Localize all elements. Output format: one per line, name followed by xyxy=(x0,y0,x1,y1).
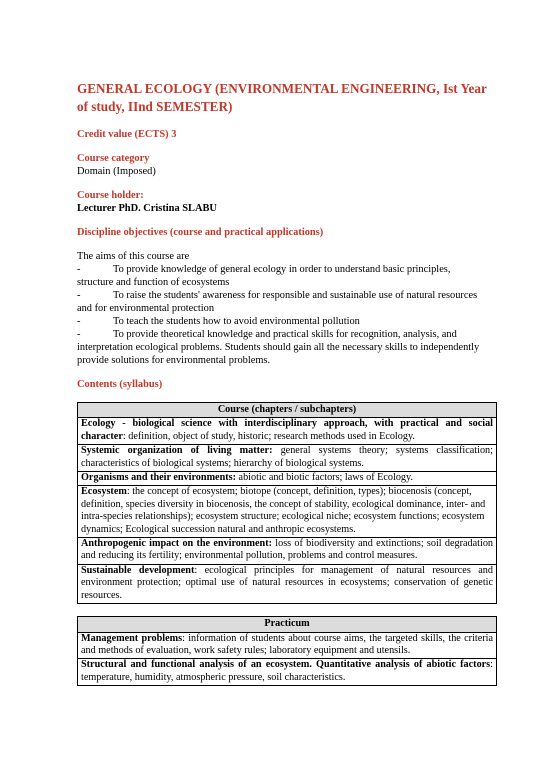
course-title: GENERAL ECOLOGY (ENVIRONMENTAL ENGINEERING, Ist Year of study, IInd SEMESTER) xyxy=(77,81,487,114)
row-topic: Ecosystem xyxy=(81,486,127,498)
holder-value: Lecturer PhD. Cristina SLABU xyxy=(77,203,217,214)
practicum-table xyxy=(77,616,497,686)
table-cell xyxy=(78,486,497,538)
table-cell xyxy=(78,418,497,445)
row-details: : information of students about course aims, the targeted skills, the criteria and methods of evaluation, work safety rules; laboratory equipment and utensils. xyxy=(81,632,494,656)
table-row xyxy=(78,564,497,603)
table-cell xyxy=(78,564,497,603)
table-row xyxy=(78,472,497,486)
document-content xyxy=(77,80,495,686)
table-cell xyxy=(78,472,497,486)
practicum-table-header: Practicum xyxy=(78,617,497,632)
row-details: : the concept of ecosystem; biotope (concept, definition, types); biocenosis (concept, definition, species diversity in biocenosis, the concept of stability, ecological dominance, inter- and intra-species relationships); ecosystem structure; ecological niche; ecosystem functions; ecosystem dynamics; Ecological succession natural and anthropic ecosystems. xyxy=(81,486,486,535)
row-details: loss of biodiversity and extinctions; soil degradation and reducing its fertility; environmental pollution, problems and control measures. xyxy=(81,538,494,562)
table-cell xyxy=(78,538,497,565)
objective-item-line: To raise the students' awareness for responsible and sustainable use of natural resources xyxy=(113,290,478,301)
table-row xyxy=(78,632,497,659)
row-topic: Management problems xyxy=(81,632,183,644)
row-topic: Anthropogenic impact on the environment: xyxy=(81,538,273,550)
row-details: : temperature, humidity, atmospheric pressure, soil characteristics. xyxy=(81,659,493,683)
objective-item-rest: structure and function of ecosystems xyxy=(77,277,230,288)
row-topic: Systemic organization of living matter: xyxy=(81,445,273,457)
category-heading: Course category xyxy=(77,153,150,164)
objectives-intro: The aims of this course are xyxy=(77,251,190,262)
objective-item-line: To provide knowledge of general ecology in order to understand basic principles, xyxy=(113,264,451,275)
table-row xyxy=(78,659,497,686)
contents-heading: Contents (syllabus) xyxy=(77,379,163,390)
objectives-section xyxy=(77,250,495,367)
row-details: : ecological principles for management of natural resources and environment protection; optimal use of natural resources in ecosystems; conservation of genetic resources. xyxy=(81,564,493,601)
table-cell xyxy=(78,632,497,659)
table-row xyxy=(78,418,497,445)
table-row xyxy=(78,445,497,472)
table-row xyxy=(78,486,497,538)
row-details: general systems theory; systems classification; characteristics of biological systems; hierarchy of biological systems. xyxy=(81,445,493,469)
objective-item-line: To provide theoretical knowledge and practical skills for recognition, analysis, and xyxy=(113,329,457,340)
objective-item: - To teach the students how to avoid environmental pollution xyxy=(77,316,360,327)
objective-item: - To provide knowledge of general ecology in order to understand basic principles, structure and function of ecosystems xyxy=(77,264,451,288)
row-topic: Organisms and their environments: xyxy=(81,472,236,484)
table-cell xyxy=(78,659,497,686)
objective-item-rest: interpretation ecological problems. Students should gain all the necessary skills to independently provide solutions for environmental problems. xyxy=(77,342,480,366)
category-value: Domain (Imposed) xyxy=(77,166,156,177)
objective-item: - To raise the students' awareness for responsible and sustainable use of natural resources and for environmental protection xyxy=(77,290,478,314)
table-cell xyxy=(78,445,497,472)
objective-item-rest: and for environmental protection xyxy=(77,303,215,314)
objective-item-line: To teach the students how to avoid environmental pollution xyxy=(113,316,360,327)
objective-item: - To provide theoretical knowledge and practical skills for recognition, analysis, and interpretation ecological problems. Students should gain all the necessary skills to independently provide solutions for environmental problems. xyxy=(77,329,480,366)
objectives-heading: Discipline objectives (course and practical applications) xyxy=(77,227,324,238)
course-table xyxy=(77,402,497,604)
course-table-header: Course (chapters / subchapters) xyxy=(78,403,497,418)
table-row xyxy=(78,538,497,565)
row-topic: Structural and functional analysis of an ecosystem. Quantitative analysis of abiotic factors xyxy=(81,659,491,671)
row-details: : definition, object of study, historic; research methods used in Ecology. xyxy=(122,430,415,442)
credit-value: Credit value (ECTS) 3 xyxy=(77,129,177,140)
row-details: abiotic and biotic factors; laws of Ecology. xyxy=(236,472,414,484)
holder-heading: Course holder: xyxy=(77,190,144,201)
row-topic: Ecology - biological science with interdisciplinary approach, with practical and social character xyxy=(81,418,493,442)
row-topic: Sustainable development xyxy=(81,564,195,576)
